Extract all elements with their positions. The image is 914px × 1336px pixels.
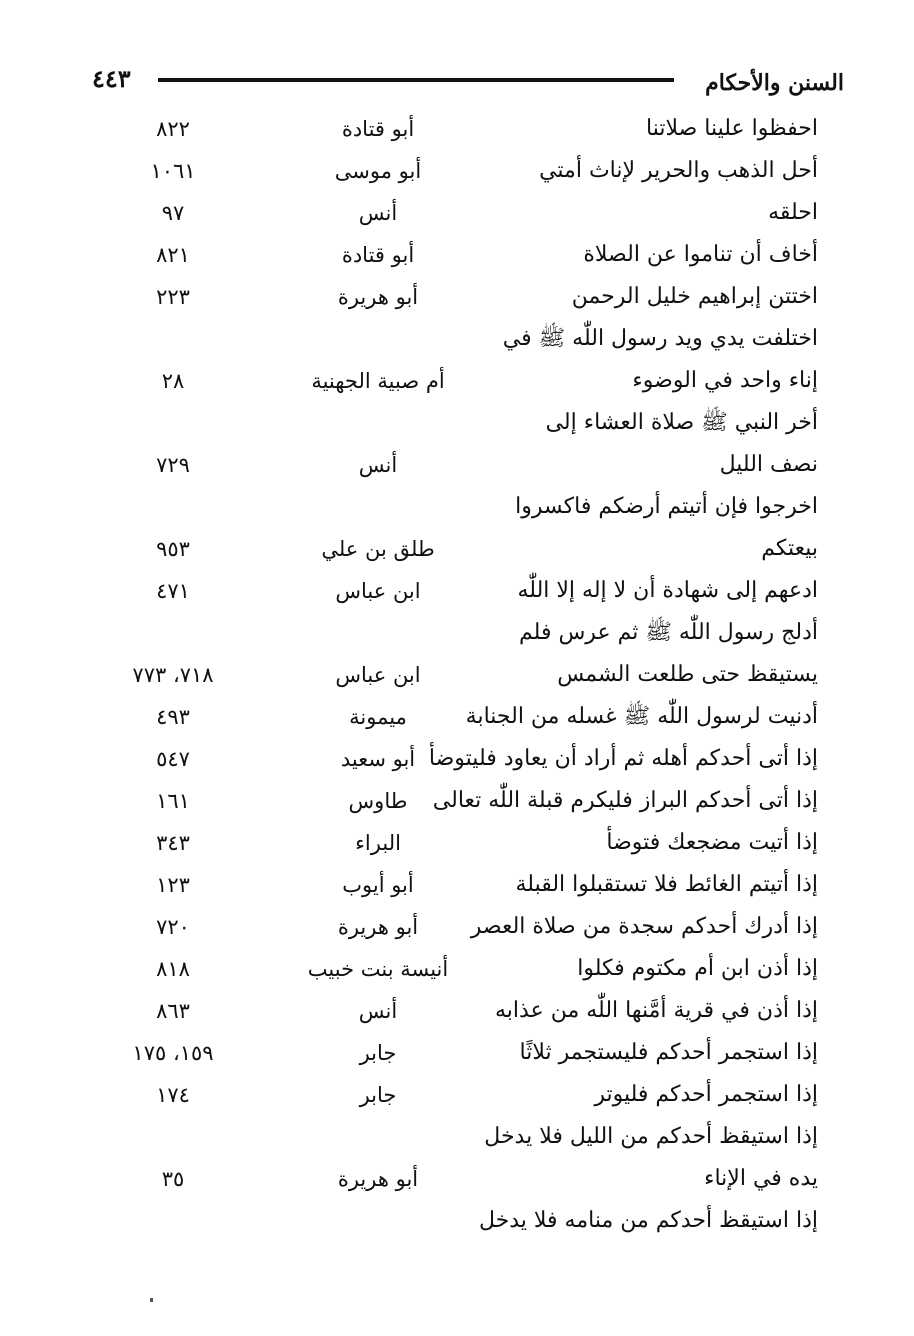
index-entry bbox=[98, 780, 828, 822]
narrator: أبو هريرة bbox=[337, 1167, 419, 1191]
index-entry bbox=[98, 696, 828, 738]
hadith-text-line: إذا أذن ابن أم مكتوم فكلوا bbox=[577, 956, 818, 981]
index-entry bbox=[98, 192, 828, 234]
hadith-text-line: ادعهم إلى شهادة أن لا إله إلا اللّٰه bbox=[517, 578, 818, 603]
hadith-text-line: أخاف أن تناموا عن الصلاة bbox=[583, 242, 818, 267]
hadith-text-line: بيعتكم bbox=[761, 536, 818, 561]
index-entry bbox=[98, 1116, 828, 1200]
hadith-text-line: يده في الإناء bbox=[704, 1166, 818, 1191]
index-entry bbox=[98, 990, 828, 1032]
hadith-number: ٧٢٠ bbox=[156, 915, 190, 939]
hadith-text-line: يستيقظ حتى طلعت الشمس bbox=[557, 662, 818, 687]
narrator: أم صبية الجهنية bbox=[311, 369, 445, 393]
header-rule bbox=[158, 78, 674, 82]
index-entry bbox=[98, 276, 828, 318]
narrator: أبو هريرة bbox=[337, 285, 419, 309]
hadith-text-line: إذا أتى أحدكم أهله ثم أراد أن يعاود فليتوضأ bbox=[428, 746, 818, 771]
hadith-number: ١٦١ bbox=[156, 789, 190, 813]
hadith-number: ٨٦٣ bbox=[156, 999, 190, 1023]
narrator: ابن عباس bbox=[335, 663, 421, 687]
narrator: أنيسة بنت خبيب bbox=[307, 957, 449, 981]
hadith-text-line: احفظوا علينا صلاتنا bbox=[645, 116, 818, 141]
index-entry bbox=[98, 906, 828, 948]
hadith-text-line: اختلفت يدي ويد رسول اللّٰه ﷺ في bbox=[502, 326, 818, 351]
hadith-number: ٧٢٩ bbox=[156, 453, 190, 477]
narrator: أبو موسى bbox=[334, 159, 422, 183]
index-entry bbox=[98, 612, 828, 696]
hadith-number: ١٢٣ bbox=[156, 873, 190, 897]
hadith-text-line: نصف الليل bbox=[719, 452, 818, 477]
hadith-number: ٢٨ bbox=[161, 369, 185, 393]
hadith-number: ١٥٩، ١٧٥ bbox=[132, 1041, 214, 1065]
hadith-number: ٤٩٣ bbox=[156, 705, 190, 729]
hadith-number: ١٠٦١ bbox=[150, 159, 196, 183]
hadith-text-line: اخرجوا فإن أتيتم أرضكم فاكسروا bbox=[515, 494, 818, 519]
narrator: أنس bbox=[358, 453, 398, 477]
narrator: أبو قتادة bbox=[341, 117, 415, 141]
index-entry bbox=[98, 1074, 828, 1116]
hadith-number: ٨٢١ bbox=[156, 243, 190, 267]
hadith-number: ٩٧ bbox=[161, 201, 185, 225]
narrator: البراء bbox=[355, 831, 401, 855]
page-speck bbox=[150, 1298, 153, 1302]
index-entry bbox=[98, 1200, 828, 1242]
hadith-text-line: إذا استجمر أحدكم فليستجمر ثلاثًا bbox=[519, 1040, 818, 1065]
hadith-number: ٥٤٧ bbox=[156, 747, 190, 771]
narrator: جابر bbox=[359, 1083, 397, 1107]
index-entry bbox=[98, 486, 828, 570]
hadith-text-line: أدلج رسول اللّٰه ﷺ ثم عرس فلم bbox=[519, 620, 818, 645]
hadith-text-line: إذا أتى أحدكم البراز فليكرم قبلة اللّٰه تعالى bbox=[432, 788, 818, 813]
hadith-text-line: إذا أذن في قرية أمَّنها اللّٰه من عذابه bbox=[495, 998, 818, 1023]
hadith-text-line: إذا استجمر أحدكم فليوتر bbox=[594, 1082, 818, 1107]
hadith-text-line: أحل الذهب والحرير لإناث أمتي bbox=[539, 158, 818, 183]
running-title: السنن والأحكام bbox=[705, 70, 844, 96]
index-entry bbox=[98, 948, 828, 990]
hadith-number: ٧١٨، ٧٧٣ bbox=[132, 663, 214, 687]
hadith-text-line: احلقه bbox=[768, 200, 818, 225]
hadith-text-line: إذا أدرك أحدكم سجدة من صلاة العصر bbox=[470, 914, 818, 939]
hadith-text-line: اختتن إبراهيم خليل الرحمن bbox=[571, 284, 818, 309]
narrator: أبو هريرة bbox=[337, 915, 419, 939]
index-entry bbox=[98, 150, 828, 192]
hadith-text-line: إذا أتيتم الغائط فلا تستقبلوا القبلة bbox=[515, 872, 818, 897]
index-entry bbox=[98, 1032, 828, 1074]
narrator: أنس bbox=[358, 201, 398, 225]
hadith-text-line: إذا استيقظ أحدكم من منامه فلا يدخل bbox=[478, 1208, 818, 1233]
hadith-number: ٢٢٣ bbox=[156, 285, 190, 309]
index-entries bbox=[98, 108, 828, 1238]
index-entry bbox=[98, 570, 828, 612]
page-number: ٤٤٣ bbox=[92, 64, 131, 93]
hadith-text-line: أخر النبي ﷺ صلاة العشاء إلى bbox=[545, 410, 818, 435]
hadith-number: ٩٥٣ bbox=[156, 537, 190, 561]
narrator: أبو أيوب bbox=[342, 873, 414, 897]
hadith-number: ٨١٨ bbox=[156, 957, 190, 981]
index-entry bbox=[98, 318, 828, 402]
index-entry bbox=[98, 402, 828, 486]
index-entry bbox=[98, 234, 828, 276]
narrator: جابر bbox=[359, 1041, 397, 1065]
hadith-number: ٣٥ bbox=[161, 1167, 185, 1191]
index-entry bbox=[98, 738, 828, 780]
hadith-text-line: إناء واحد في الوضوء bbox=[632, 368, 818, 393]
index-entry bbox=[98, 822, 828, 864]
narrator: طلق بن علي bbox=[321, 537, 435, 561]
hadith-number: ٨٢٢ bbox=[156, 117, 190, 141]
narrator: أبو سعيد bbox=[340, 747, 416, 771]
hadith-text-line: إذا استيقظ أحدكم من الليل فلا يدخل bbox=[484, 1124, 818, 1149]
hadith-text-line: إذا أتيت مضجعك فتوضأ bbox=[606, 830, 818, 855]
narrator: ميمونة bbox=[349, 705, 407, 729]
narrator: ابن عباس bbox=[335, 579, 421, 603]
narrator: أبو قتادة bbox=[341, 243, 415, 267]
hadith-number: ١٧٤ bbox=[156, 1083, 190, 1107]
narrator: أنس bbox=[358, 999, 398, 1023]
page-header bbox=[88, 62, 844, 102]
narrator: طاوس bbox=[348, 789, 408, 813]
hadith-number: ٣٤٣ bbox=[156, 831, 190, 855]
hadith-number: ٤٧١ bbox=[156, 579, 190, 603]
hadith-text-line: أدنيت لرسول اللّٰه ﷺ غسله من الجنابة bbox=[465, 704, 818, 729]
index-entry bbox=[98, 108, 828, 150]
index-entry bbox=[98, 864, 828, 906]
